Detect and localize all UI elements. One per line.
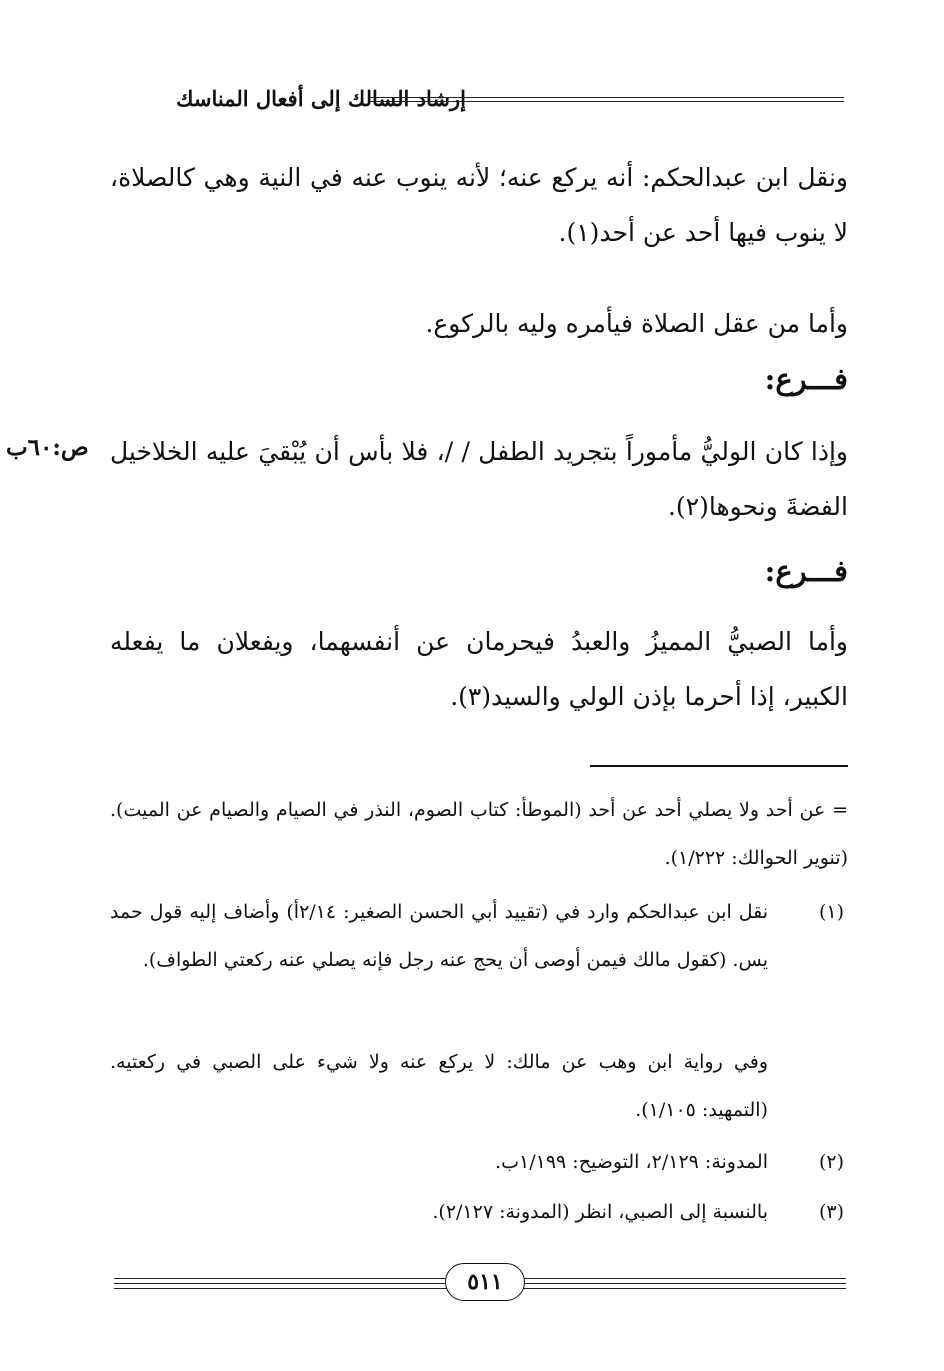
footnote-number: (٣) (818, 1201, 844, 1223)
header-rule-top (370, 97, 844, 98)
paragraph-2: وأما من عقل الصلاة فيأمره وليه بالركوع. (425, 309, 848, 338)
footnote-text: المدونة: ٢/١٢٩، التوضيح: ١/١٩٩ب. (495, 1151, 768, 1173)
header-title: إرشاد السالك إلى أفعال المناسك (176, 86, 466, 111)
footnote-text: بالنسبة إلى الصبي، انظر (المدونة: ٢/١٢٧). (432, 1201, 768, 1223)
section-heading-2: فـــرع: (764, 554, 848, 588)
footnote-continuation: = عن أحد ولا يصلي أحد عن أحد (الموطأ: كتاب الصوم، النذر في الصيام والصيام عن الميت). (تنوير الحوالك: ١/٢٢٢). (110, 799, 848, 869)
paragraph-1: ونقل ابن عبدالحكم: أنه يركع عنه؛ لأنه ينوب عنه في النية وهي كالصلاة، لا ينوب فيها أحد عن أحد(١). (110, 163, 848, 247)
footnote-number: (١) (818, 901, 844, 923)
section-heading-1: فـــرع: (764, 362, 848, 396)
footnote-extra: وفي رواية ابن وهب عن مالك: لا يركع عنه ولا شيء على الصبي في ركعتيه. (التمهيد: ١/١٠٥). (110, 1051, 768, 1121)
paragraph-3: وإذا كان الوليُّ مأموراً بتجريد الطفل / /، فلا بأس أن يُبْقيَ عليه الخلاخيل الفضةَ ونحوها(٢). (110, 437, 848, 521)
footnote-separator (590, 765, 848, 767)
paragraph-4: وأما الصبيُّ المميزُ والعبدُ فيحرمان عن أنفسهما، ويفعلان ما يفعله الكبير، إذا أحرما بإذن الولي والسيد(٣). (110, 627, 848, 711)
margin-manuscript-note: ص:٦٠ب (6, 434, 89, 461)
footnote-text: نقل ابن عبدالحكم وارد في (تقييد أبي الحسن الصغير: ٢/١٤أ) وأضاف إليه قول حمد يس. (كقول مالك فيمن أوصى أن يحج عنه رجل فإنه يصلي عنه ركعتي الطواف). (110, 901, 768, 971)
page-number: ٥١١ (445, 1263, 525, 1301)
header-rule-bottom (370, 101, 844, 102)
footnote-number: (٢) (818, 1151, 844, 1173)
